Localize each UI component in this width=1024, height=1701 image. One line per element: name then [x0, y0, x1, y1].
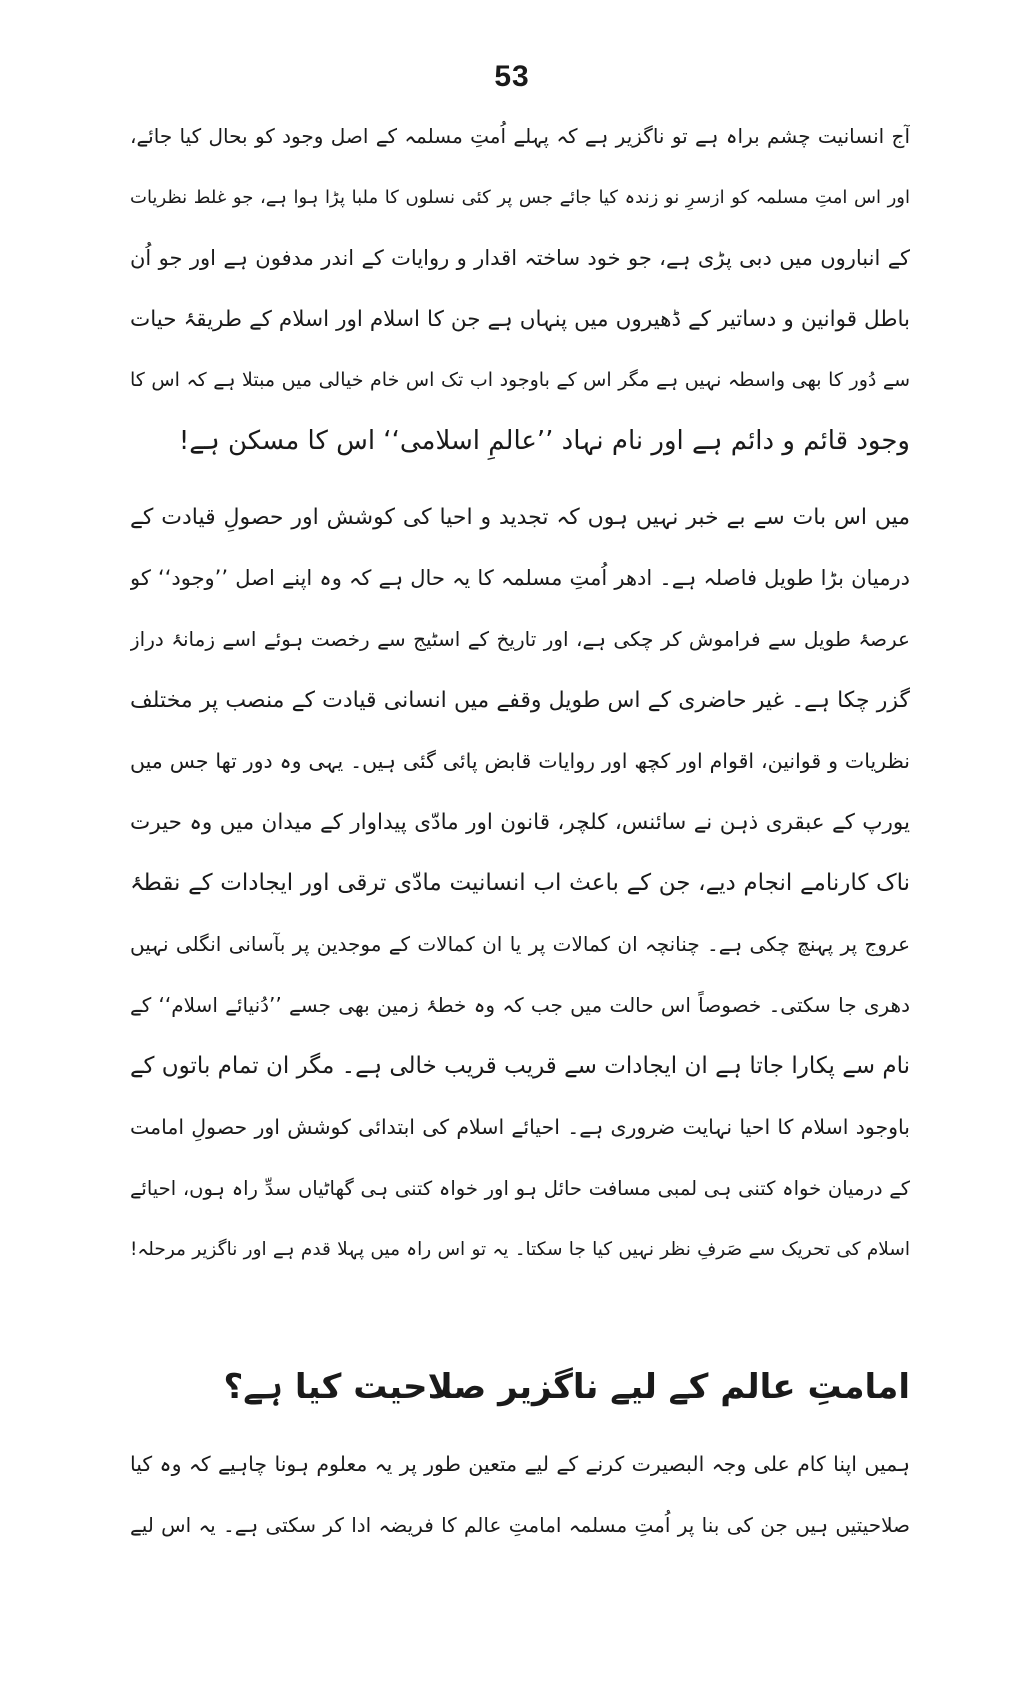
text-line: سے دُور کا بھی واسطہ نہیں ہے مگر اس کے باوجود اب تک اس خام خیالی میں مبتلا ہے کہ اس کا — [130, 369, 910, 391]
text-line: صلاحیتیں ہیں جن کی بنا پر اُمتِ مسلمہ امامتِ عالم کا فریضہ ادا کر سکتی ہے۔ یہ اس لیے — [130, 1513, 910, 1537]
text-line: ہمیں اپنا کام علی وجہ البصیرت کرنے کے لیے متعین طور پر یہ معلوم ہونا چاہیے کہ وہ کیا — [130, 1452, 910, 1476]
paragraph-2 — [130, 487, 910, 1280]
text-line: عروج پر پہنچ چکی ہے۔ چنانچہ ان کمالات پر یا ان کمالات کے موجدین پر بآسانی انگلی نہیں — [130, 932, 910, 956]
text-line: دھری جا سکتی۔ خصوصاً اس حالت میں جب کہ وہ خطۂ زمین بھی جسے ’’دُنیائے اسلام‘‘ کے — [130, 993, 910, 1017]
paragraph-3 — [130, 1434, 910, 1556]
text-line: نظریات و قوانین، اقوام اور کچھ اور روایات قابض پائی گئی ہیں۔ یہی وہ دور تھا جس میں — [130, 749, 910, 773]
text-line: وجود قائم و دائم ہے اور نام نہاد ’’عالمِ اسلامی‘‘ اس کا مسکن ہے! — [178, 426, 910, 456]
page-number: 53 — [494, 60, 530, 93]
text-line: آج انسانیت چشم براہ ہے تو ناگزیر ہے کہ پہلے اُمتِ مسلمہ کے اصل وجود کو بحال کیا جائے، — [130, 124, 910, 148]
text-line: ناک کارنامے انجام دیے، جن کے باعث اب انسانیت مادّی ترقی اور ایجادات کے نقطۂ — [130, 870, 910, 896]
text-line: نام سے پکارا جاتا ہے ان ایجادات سے قریب قریب خالی ہے۔ مگر ان تمام باتوں کے — [130, 1053, 910, 1079]
text-line: کے انباروں میں دبی پڑی ہے، جو خود ساختہ اقدار و روایات کے اندر مدفون ہے اور جو اُن — [130, 246, 910, 270]
text-line: درمیان بڑا طویل فاصلہ ہے۔ ادھر اُمتِ مسلمہ کا یہ حال ہے کہ وہ اپنے اصل ’’وجود‘‘ کو — [130, 566, 910, 590]
text-line: باطل قوانین و دساتیر کے ڈھیروں میں پنہاں ہے جن کا اسلام اور اسلام کے طریقۂ حیات — [130, 307, 910, 332]
text-line: باوجود اسلام کا احیا نہایت ضروری ہے۔ احیائے اسلام کی ابتدائی کوشش اور حصولِ امامت — [130, 1115, 910, 1139]
section-heading: امامتِ عالم کے لیے ناگزیر صلاحیت کیا ہے؟ — [223, 1367, 910, 1407]
text-line: میں اس بات سے بے خبر نہیں ہوں کہ تجدید و احیا کی کوشش اور حصولِ قیادت کے — [130, 505, 910, 530]
text-line: عرصۂ طویل سے فراموش کر چکی ہے، اور تاریخ کے اسٹیج سے رخصت ہوئے اسے زمانۂ دراز — [130, 627, 910, 651]
text-line: یورپ کے عبقری ذہن نے سائنس، کلچر، قانون اور مادّی پیداوار کے میدان میں وہ حیرت — [130, 810, 910, 835]
paragraph-1 — [130, 106, 910, 472]
text-line: اسلام کی تحریک سے صَرفِ نظر نہیں کیا جا سکتا۔ یہ تو اس راہ میں پہلا قدم ہے اور ناگزیر مرحلہ! — [130, 1239, 910, 1260]
text-line: کے درمیان خواہ کتنی ہی لمبی مسافت حائل ہو اور خواہ کتنی ہی گھاٹیاں سدِّ راہ ہوں، احیائے — [130, 1177, 910, 1200]
text-line: گزر چکا ہے۔ غیر حاضری کے اس طویل وقفے میں انسانی قیادت کے منصب پر مختلف — [130, 688, 910, 713]
text-line: اور اس امتِ مسلمہ کو ازسرِ نو زندہ کیا جائے جس پر کئی نسلوں کا ملبا پڑا ہوا ہے، جو غلط نظریات — [130, 187, 910, 208]
